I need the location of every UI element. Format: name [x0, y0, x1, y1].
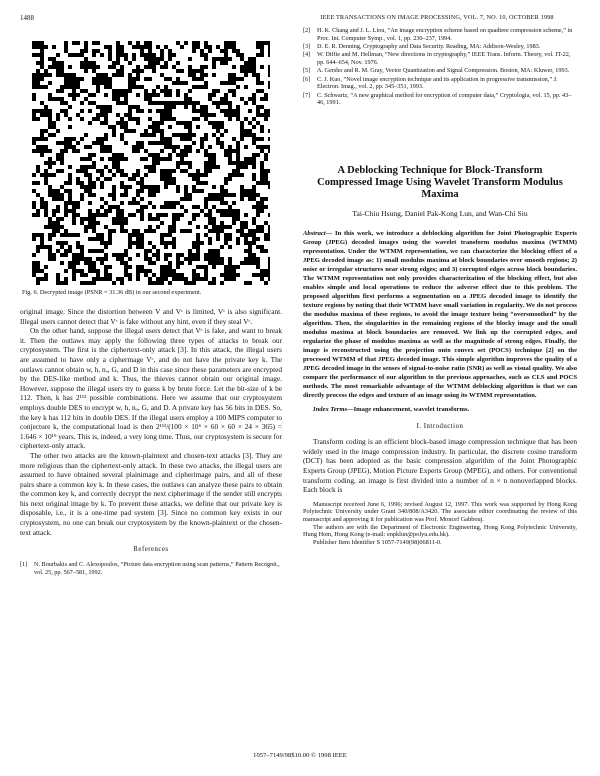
- decrypted-noise-image: [32, 41, 270, 285]
- running-header: IEEE TRANSACTIONS ON IMAGE PROCESSING, VOL. 7, NO. 10, OCTOBER 1998: [320, 14, 554, 21]
- references-heading: References: [133, 546, 169, 554]
- reference-number: [7]: [303, 91, 311, 99]
- article-authors: Tai-Chiu Hsung, Daniel Pak-Kong Lun, and Wan-Chi Siu: [352, 209, 528, 218]
- footnote: Publisher Item Identifier S 1057-7149(98)06811-0.: [313, 538, 442, 546]
- reference-number: [6]: [303, 75, 311, 83]
- reference-item: [303, 27, 577, 42]
- reference-item: [303, 67, 577, 75]
- reference-item: [303, 51, 577, 66]
- footnotes: [303, 501, 577, 547]
- footnote: The authors are with the Department of Electronic Engineering, Hong Kong Polytechnic University, Hung Hom, Hong Kong (e-mail: enpklun@polyu.edu.hk).: [303, 523, 577, 539]
- reference-item: [20, 561, 282, 576]
- reference-item: [303, 43, 577, 51]
- noise-pixels: [32, 41, 270, 285]
- abstract-text: In this work, we introduce a deblocking algorithm for Joint Photographic Experts Group (JPEG) decoded images using the wavelet transform modulus maxima (WTMM) representation. Under the WTMM representation, we can characterize the blocking effect of a JPEG decoded image as: 1) small modulus maxima at block boundaries over smooth regions; 2) noise or irregular structures near strong edges; and 3) corrupted edges across block boundaries. The WTMM representation not only provides characterization of the blocking effect, but also enables simple and local operations to reduce the adverse effect due to this problem. The proposed algorithm first performs a segmentation on a JPEG decoded image to identify the texture regions by noting that their WTMM have small variation in regularity. We do not process the modulus maxima of these regions, to avoid the image texture being “oversmoothed” by the algorithm. Then, the singularities in the remaining regions of the blocky image and the small modulus maxima at block boundaries are removed. We link up the corrupted edges, and regularize the phase of modulus maxima as well as the magnitude of strong edges. Finally, the image is reconstructed using the projection onto convex set (POCS) technique [2] on the processed WTMM of that JPEG decoded image. This simple algorithm improves the quality of a JPEG decoded image in the senses of signal-to-noise ratio (SNR) as well as visual quality. We also compare the performance of our algorithm to the previous approaches, such as CLS and POCS methods. The most remarkable advantage of the WTMM deblocking algorithm is that we can directly process the edges and texture of an image using its WTMM representation.: [303, 229, 577, 399]
- reference-number: [3]: [303, 43, 311, 50]
- reference-item: [303, 92, 577, 107]
- index-terms: [303, 405, 577, 414]
- reference-text: W. Diffie and M. Hellman, “New directions in cryptography,” IEEE Trans. Inform. Theory, vol. IT-22, pp. 644–654, Nov. 1976.: [317, 51, 571, 66]
- reference-text: A. Gersho and R. M. Gray, Vector Quantization and Signal Compression. Boston, MA: Kluwer, 1993.: [317, 67, 570, 75]
- reference-number: [1]: [20, 560, 28, 568]
- reference-text: C. J. Kuo, “Novel image encryption technique and its application in progressive transmission,” J. Electron. Imag., vol. 2, pp. 345–351, 1993.: [317, 75, 558, 91]
- page-number: 1488: [20, 14, 34, 22]
- reference-number: [2]: [303, 27, 311, 34]
- footnote: Manuscript received June 6, 1996; revised August 12, 1997. This work was supported by Hong Kong Polytechnic University under Grant 340/808/A3420. The associate editor coordinating the review of this manuscript and approving it for publication was Prof. Moncef Gabbouj.: [303, 500, 577, 523]
- reference-number: [5]: [303, 67, 311, 75]
- figure-caption: Fig. 6. Decrypted image (PSNR = 31.36 dB) in our second experiment.: [22, 289, 202, 296]
- abstract: [303, 229, 577, 400]
- body-paragraph: The other two attacks are the known-plaintext and chosen-text attacks [3]. They are more religious than the ciphertext-only attack. In these two attacks, the illegal users are assumed to have obtained several plainimage and cipherimage pairs, and all of these pairs share a common key k. In these cases, the outlaws can analyze these pairs to obtain the common key k, and correctly decrypt the next cipherimage if the sender still encrypts his next original image by k. To prevent these attacks, we define that our private key is disposable, i.e., it is a one-time pad system [3]. Since no common key exists in our cryptosystem, no one can break our cryptosystem by the known-plaintext or the chosen-text attack.: [20, 450, 282, 537]
- decrypted-image-figure: [32, 41, 270, 285]
- reference-text: N. Bourbakis and C. Alexopoulos, “Picture data encryption using scan patterns,” Pattern Recognit., vol. 25, pp. 567–581, 1992.: [34, 560, 280, 576]
- reference-text: D. E. R. Denning, Cryptography and Data Security. Reading, MA: Addison-Wesley, 1983.: [317, 43, 541, 50]
- right-column: [303, 27, 577, 546]
- body-paragraph: Transform coding is an efficient block-based image compression technique that has been widely used in the image compression industry. In particular, the discrete cosine transform (DCT) has been adopted as the basic compression algorithm of the Joint Photographic Experts Group (JPEG), Motion Picture Experts Group (MPEG), and others. For conventional transform coding, an image is first divided into a number of n × n nonoverlapped blocks. Each block is: [303, 437, 577, 495]
- copyright-footer: 1057–7149/98$10.00 © 1998 IEEE: [253, 752, 347, 759]
- reference-text: H. K. Chang and J. L. Liou, “An image encryption scheme based on quadtree compression scheme,” in Proc. Int. Computer Symp., vol. 1, pp. 230–237, 1994.: [317, 27, 573, 42]
- article-title: A Deblocking Technique for Block-Transform Compressed Image Using Wavelet Transform Modulus Maxima: [317, 165, 563, 200]
- section-heading-introduction: I. Introduction: [416, 422, 464, 430]
- body-paragraph: original image. Since the distortion between V and Vᶜ is limited, Vᶜ is also significant. Illegal users cannot detect that Vᶜ is fake without any hint, even if they steal Vᶜ.: [20, 307, 282, 326]
- body-paragraph: On the other hand, suppose the illegal users detect that Vᶜ is fake, and want to break it. Then the outlaws may apply the following three types of attacks to break our cryptosystem. The first is the ciphertext-only attack [3]. In this attack, the illegal users are assumed to have only a ciphermage Vᶜ, and do not have the private key k. The outlaws cannot obtain w, h, nₒ, G, and D in this case since these parameters are encrypted by the DES-like method and k. Thus, the thieves cannot obtain our original image. However, suppose the illegal users try to guess k by brute force. Let the bit-size of k be 112. Then, k has 2¹¹² possible combinations. Here we assume that our cryptosystem employs double DES to encrypt w, h, nₒ, G, and D. A private key has 56 bits in DES. So, the key k has 112 bits in double DES. If the illegal users employ a 100 MIPS computer to conjecture k, the computational load is then 2¹¹²/(100 × 10⁶ × 60 × 60 × 24 × 365) = 1.646 × 10¹⁹ years. This is, indeed, a very long time. Thus, our cryptosystem is secure for ciphertext-only attack.: [20, 326, 282, 451]
- left-column: [20, 27, 282, 577]
- reference-number: [4]: [303, 51, 311, 59]
- index-terms-text: Image enhancement, wavelet transforms.: [353, 405, 470, 413]
- reference-item: [303, 76, 577, 91]
- index-terms-label: Index Terms—: [313, 405, 354, 413]
- abstract-label: Abstract—: [303, 229, 333, 237]
- reference-text: C. Schwartz, “A new graphical method for encryption of computer data,” Cryptologia, vol. 15, pp. 43–46, 1991.: [317, 91, 572, 107]
